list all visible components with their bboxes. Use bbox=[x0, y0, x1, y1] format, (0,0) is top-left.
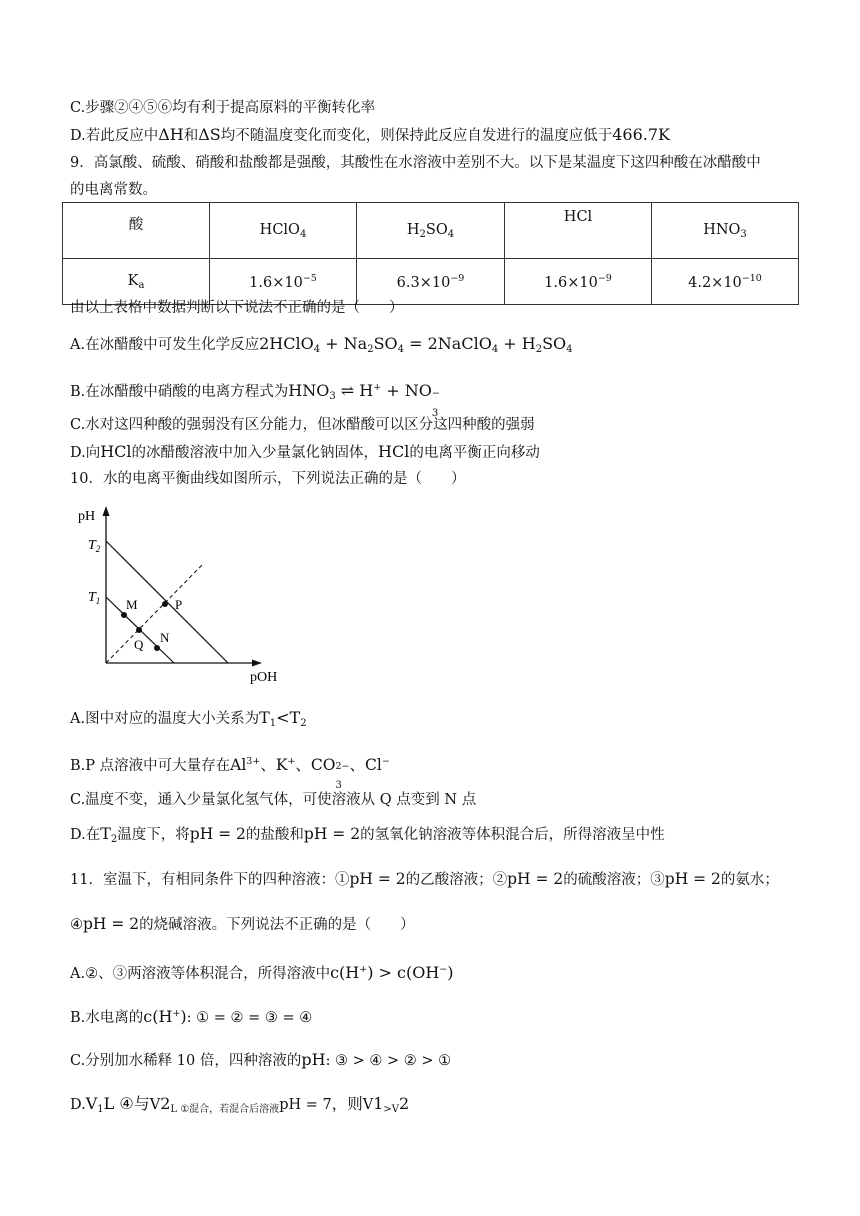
q11-option-b: B.水电离的c(H+): ① = ② = ③ = ④ bbox=[70, 1007, 313, 1026]
q8-d-text-c: 均不随温度变化而变化，则保持此反应自发进行的温度应低于 bbox=[220, 128, 613, 144]
q10-option-b: B.P 点溶液中可大量存在$Al^{3+}$、K+、CO 3 2− 、Cl− bbox=[70, 756, 390, 791]
table-cell-ka-hclo4: $1.6\times 10^{-5}$ bbox=[210, 259, 357, 305]
table-header-acid: 酸 bbox=[63, 203, 210, 259]
ka-table bbox=[62, 202, 799, 305]
table-cell-h2so4: $H_2SO_4$ bbox=[357, 203, 505, 259]
point-n bbox=[154, 645, 160, 651]
q9-question: 由以上表格中数据判断以下说法不正确的是（ ） bbox=[70, 300, 404, 316]
q8-d-temp: 466.7K bbox=[612, 125, 671, 144]
t2-label: $T_2$ bbox=[88, 538, 101, 554]
neutral-dashed-line bbox=[106, 565, 202, 663]
y-axis-arrow-icon bbox=[103, 506, 110, 516]
q9-option-b: B.在冰醋酸中硝酸的电离方程式为$HNO_3$ ⇌ H+ + NO 3 − bbox=[70, 381, 440, 419]
table-cell-ka-label: $K_a$ bbox=[63, 259, 210, 305]
q11-stem-line2: ④pH = 2的烧碱溶液。下列说法不正确的是（ ） bbox=[70, 915, 415, 933]
q9-option-c: C.水对这四种酸的强弱没有区分能力，但冰醋酸可以区分这四种酸的强弱 bbox=[70, 417, 535, 433]
q8-option-d bbox=[70, 125, 670, 146]
q9-option-d: D.向HCl的冰醋酸溶液中加入少量氯化钠固体，HCl的电离平衡正向移动 bbox=[70, 442, 540, 461]
table-cell-ka-h2so4: $6.3\times 10^{-9}$ bbox=[357, 259, 505, 305]
table-cell-ka-hno3: $4.2\times 10^{-10}$ bbox=[652, 259, 799, 305]
q9-stem-line2: 的电离常数。 bbox=[70, 182, 157, 198]
q8-d-ds: ΔS bbox=[198, 125, 221, 144]
q11-stem-line1: 11．室温下，有相同条件下的四种溶液：①pH = 2的乙酸溶液；②pH = 2的硫酸溶液；③pH = 2的氨水； bbox=[70, 870, 779, 888]
q8-d-text-a: D.若此反应中 bbox=[70, 128, 159, 144]
q9-stem-line1: 9．高氯酸、硫酸、硝酸和盐酸都是强酸，其酸性在水溶液中差别不大。以下是某温度下这四种酸在冰醋酸中 bbox=[70, 155, 761, 171]
table-cell-hcl: HCl bbox=[505, 203, 652, 259]
q10-option-c: C.温度不变，通入少量氯化氢气体，可使溶液从 Q 点变到 N 点 bbox=[70, 792, 477, 808]
q11-option-a: A.②、③两溶液等体积混合，所得溶液中c(H+) > c(OH−) bbox=[70, 963, 454, 982]
point-q-label: Q bbox=[134, 637, 144, 652]
x-axis-arrow-icon bbox=[252, 660, 262, 667]
table-cell-ka-hcl: $1.6\times 10^{-9}$ bbox=[505, 259, 652, 305]
water-ionization-graph bbox=[76, 503, 296, 688]
point-n-label: N bbox=[160, 630, 170, 645]
point-q bbox=[136, 627, 142, 633]
point-m-label: M bbox=[126, 597, 138, 612]
q10-stem: 10．水的电离平衡曲线如图所示，下列说法正确的是（ ） bbox=[70, 471, 466, 487]
table-cell-hno3: $HNO_3$ bbox=[652, 203, 799, 259]
x-axis-label: pOH bbox=[250, 670, 278, 685]
q11-option-c: C.分别加水稀释 10 倍，四种溶液的pH: ③ > ④ > ② > ① bbox=[70, 1050, 452, 1069]
q10-option-a: A.图中对应的温度大小关系为$T_1<T_2$ bbox=[70, 708, 307, 729]
table-cell-hclo4: HClO$_4$ bbox=[210, 203, 357, 259]
q11-option-d: $D.V_1L$ ④与$V2_{L ①混合,若混合后溶液}pH = 7$，则$V1_{>V}2$ bbox=[70, 1094, 410, 1115]
q10-option-d: D.在$T_2$温度下，将pH = 2的盐酸和pH = 2的氢氧化钠溶液等体积混合后，所得溶液呈中性 bbox=[70, 824, 665, 845]
y-axis-label: pH bbox=[78, 509, 96, 524]
q9-option-a: A.在冰醋酸中可发生化学反应2HClO$_4$ + $Na_2SO_4$ = 2NaClO$_4$ + $H_2SO_4$ bbox=[70, 334, 573, 355]
q8-d-text-b: 和 bbox=[183, 128, 199, 144]
t1-label: $T_1$ bbox=[88, 590, 101, 606]
point-m bbox=[121, 612, 127, 618]
point-p bbox=[162, 601, 168, 607]
q8-option-c: C.步骤②④⑤⑥均有利于提高原料的平衡转化率 bbox=[70, 100, 376, 116]
table-row bbox=[63, 203, 799, 259]
q8-d-dh: ΔH bbox=[158, 125, 184, 144]
point-p-label: P bbox=[175, 597, 183, 612]
